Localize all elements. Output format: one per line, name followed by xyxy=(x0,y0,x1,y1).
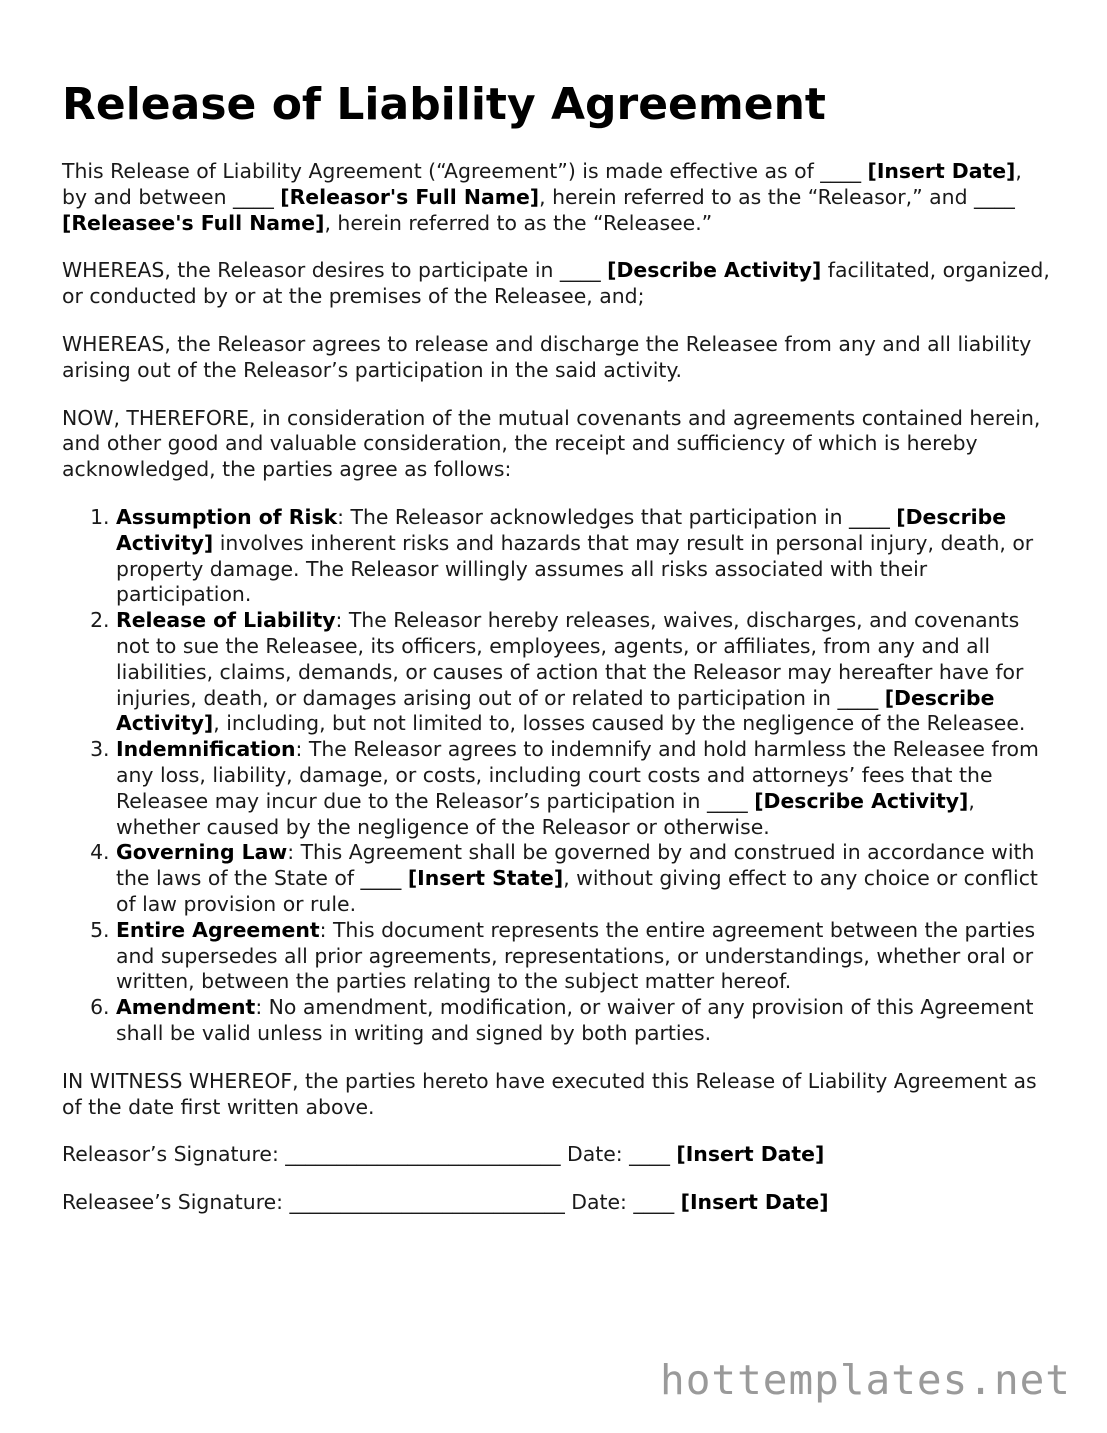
document-body xyxy=(62,159,1052,1238)
placeholder-releasee-name: [Releasee's Full Name] xyxy=(62,210,325,235)
clause-indemnification: 3. Indemnification: The Releasor agrees to indemnify and hold harmless the Releasee from any loss, liability, damage, or costs, including court costs and attorneys’ fees that the Releasee may incur due to the Releasor’s participation in ____ [Describe Activity], whether caused by the negligence of the Releasor or otherwise. xyxy=(116,737,1052,840)
witness-paragraph: IN WITNESS WHEREOF, the parties hereto have executed this Release of Liability Agreement as of the date first written above. xyxy=(62,1068,1037,1119)
clause-amendment: 6. Amendment: No amendment, modification, or waiver of any provision of this Agreement shall be valid unless in writing and signed by both parties. xyxy=(116,995,1052,1047)
clause-entire-agreement: 5. Entire Agreement: This document represents the entire agreement between the parties and supersedes all prior agreements, representations, or understandings, whether oral or written, between the parties relating to the subject matter hereof. xyxy=(116,918,1052,995)
whereas-paragraph-1: WHEREAS, the Releasor desires to participate in ____ [Describe Activity] facilitated, organized, or conducted by or at the premises of the Releasee, and; xyxy=(62,258,1050,309)
now-therefore-paragraph: NOW, THEREFORE, in consideration of the mutual covenants and agreements contained herein, and other good and valuable consideration, the receipt and sufficiency of which is hereby acknowledged, the parties agree as follows: xyxy=(62,405,1041,482)
whereas-paragraph-2: WHEREAS, the Releasor agrees to release and discharge the Releasee from any and all liability arising out of the Releasor’s participation in the said activity. xyxy=(62,331,1032,382)
intro-paragraph: This Release of Liability Agreement (“Agreement”) is made effective as of ____ [Insert Date], by and between ____ [Releasor's Full Name], herein referred to as the “Releasor,” and ____ [Releasee's Full Name], herein referred to as the “Releasee.” xyxy=(62,159,1022,235)
releasor-signature-line: Releasor’s Signature: ___________________________ Date: ____ [Insert Date] xyxy=(62,1142,825,1167)
releasee-signature-line: Releasee’s Signature: ___________________________ Date: ____ [Insert Date] xyxy=(62,1190,829,1215)
releasor-date-placeholder: [Insert Date] xyxy=(676,1142,825,1167)
placeholder-insert-date: [Insert Date] xyxy=(867,159,1016,183)
document-title: Release of Liability Agreement xyxy=(62,79,826,130)
clauses-list xyxy=(62,505,1052,1047)
placeholder-describe-activity: [Describe Activity] xyxy=(607,258,822,283)
clause-governing-law: 4. Governing Law: This Agreement shall be governed by and construed in accordance with the laws of the State of ____ [Insert State], without giving effect to any choice or conflict of law provision or rule. xyxy=(116,840,1052,917)
releasee-date-placeholder: [Insert Date] xyxy=(680,1190,829,1215)
clause-release-of-liability: 2. Release of Liability: The Releasor hereby releases, waives, discharges, and covenants not to sue the Releasee, its officers, employees, agents, or affiliates, from any and all liabilities, claims, demands, or causes of action that the Releasor may hereafter have for injuries, death, or damages arising out of or related to participation in ____ [Describe Activity], including, but not limited to, losses caused by the negligence of the Releasee. xyxy=(116,608,1052,737)
watermark: hottemplates.net xyxy=(660,1356,1071,1404)
clause-assumption-of-risk: 1. Assumption of Risk: The Releasor acknowledges that participation in ____ [Describe Activity] involves inherent risks and hazards that may result in personal injury, death, or property damage. The Releasor willingly assumes all risks associated with their participation. xyxy=(116,505,1052,608)
placeholder-releasor-name: [Releasor's Full Name] xyxy=(280,184,540,209)
